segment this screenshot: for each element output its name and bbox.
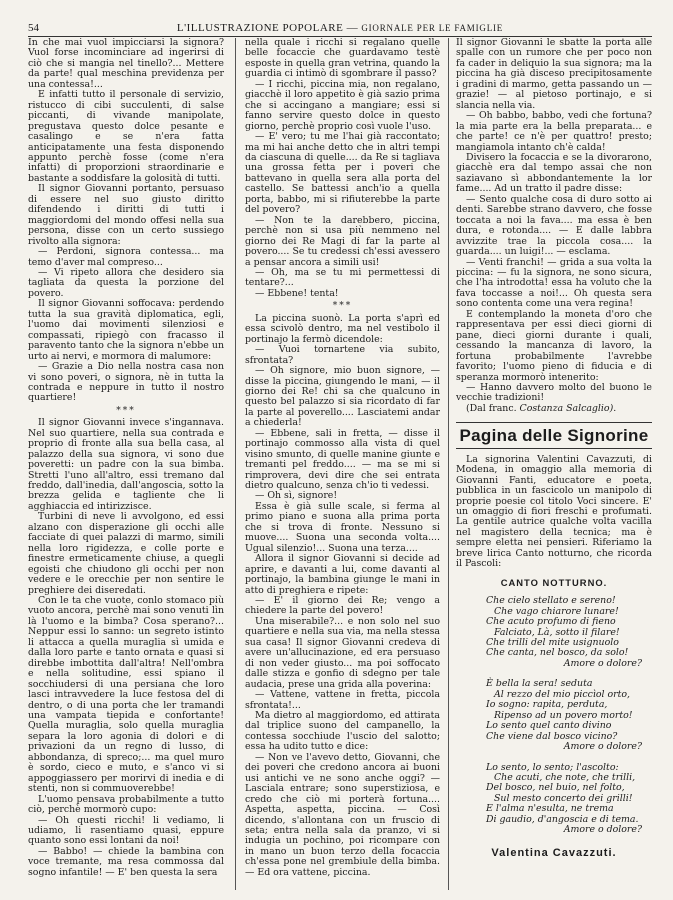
paragraph: — Oh questi ricchi! li vediamo, li udiamo, li rasentiamo quasi, eppure quanto sono essi lontani da noi! xyxy=(28,814,224,847)
poem-title: CANTO NOTTURNO. xyxy=(500,576,608,588)
running-title xyxy=(68,22,612,34)
poem-line: Falciato, Là, sotto il filare! xyxy=(494,626,620,638)
paragraph: In che mai vuol impicciarsi la signora? Vuol forse incominciare ad ingerirsi di ciò che si mangia nel tinello?... Mettere da parte! qual meschina previdenza per una contessa!... xyxy=(28,38,224,90)
poem-line: Lo sento quel canto divino xyxy=(486,720,612,732)
paragraph: Il signor Giovanni invece s'ingannava. Nel suo quartiere, nella sua contrada e proprio di fronte alla sua bella casa, al palazzo della sua signora, vi sono due poveretti: un padre con la sua bimba. Stretti l'uno all'altro, essi tremano dal freddo, dall'inedia, dall'angoscia, sotto la brezza gelida e tagliente che li agghiaccia ed intirizzisce. xyxy=(28,417,224,512)
section-intro: La signorina Valentini Cavazzuti, di Modena, in omaggio alla memoria di Giovanni Fanti, educatore e poeta, pubblica in un fascicolo un manipolo di proprie poesie col titolo Voci sincere. E' un omaggio di fiori freschi e profumati. La gentile autrice qualche volta vacilla nel magistero della tecnica; ma è sempre eletta nei pensieri. Riferiamo la breve lirica Canto notturno, che ricorda il Pascoli: xyxy=(456,453,652,570)
poem-line: Che acuti, che note, che trilli, xyxy=(494,772,636,783)
magazine-title: L'ILLUSTRAZIONE POPOLARE xyxy=(176,22,344,34)
paragraph: — Non te la darebbero, piccina, perchè non si usa più nemmeno nel giorno dei Re Magi di far la parte al povero.... Se tu credessi ch'essi avessero a pensar ancora a simili usi! xyxy=(245,214,440,268)
paragraph: — Perdoni, signora contessa... ma temo d'aver mal compreso... xyxy=(28,246,224,268)
paragraph: E contemplando la moneta d'oro che rappresentava per essi dieci giorni di pane, dieci giorni durante i quali, cessando la mancanza di lavoro, la fortuna probabilmente l'avrebbe favorito; l'uomo pieno di fiducia e di speranza mormorò intenerito: xyxy=(456,308,652,383)
poem-refrain: Amore o dolore? xyxy=(563,741,642,753)
poem-line: Al rezzo del mio piccìol orto, xyxy=(494,688,630,700)
story-signature xyxy=(456,404,652,414)
column-1 xyxy=(28,38,224,890)
paragraph: — Oh signore, mio buon signore, — disse la piccina, giungendo le mani, — il giorno dei Re! chi sa che qualcuno in questo bel palazzo si sia ricordato di far la parte al poverello.... Lasciatemi andar a chiederla! xyxy=(245,365,440,429)
magazine-subtitle: GIORNALE PER LE FAMIGLIE xyxy=(361,23,504,33)
paragraph: Essa è già sulle scale, si ferma al primo piano e suona alla prima porta che si trova di fronte. Nessuno si muove.... Suona una seconda volta.... Ugual silenzio!... Suona una terza.... xyxy=(245,500,440,554)
paragraph: nella quale i ricchi si regalano quelle belle focaccie che guardavamo testè esposte in quella gran vetrina, quando la guardia ci intimò di sgombrare il passo? xyxy=(245,38,440,80)
paragraph: La piccina suonò. La porta s'aprì ed essa scivolò dentro, ma nel vestibolo il portinajo la fermò dicendole: xyxy=(245,312,440,345)
column-2 xyxy=(245,38,440,890)
poem-line: Che trilli del mite usignuolo xyxy=(486,637,619,649)
poem-refrain: Amore o dolore? xyxy=(563,824,642,836)
paragraph: Il signor Giovanni portanto, persuaso di essere nel suo giusto diritto difendendo i diritti di tutti i maggiordomi del mondo offesi nella sua persona, disse con un certo sussiego rivolto alla signora: xyxy=(28,183,224,247)
paragraph: Turbini di neve li avvolgono, ed essi alzano con disperazione gli occhi alle facciate di quei palazzi di marmo, simili nella loro rigidezza, e colle porte e finestre ermeticamente chiuse, a quegli egoisti che chiudono gli occhi per non vedere e le orecchie per non sentire le preghiere dei diseredati. xyxy=(28,511,224,596)
paragraph: — Vuoi tornartene via subito, sfrontata? xyxy=(245,344,440,366)
paragraph: Il signor Giovanni le sbatte la porta alle spalle con un rumore che per poco non fa cader in deliquio la sua signora; ma la piccina ha già disceso precipitosamente i gradini di marmo, getta passando un — grazie! — al pietoso portinajo, e si slancia nella via. xyxy=(456,38,652,111)
column-divider-2 xyxy=(448,38,449,890)
signature-author: Costanza Salcaglio). xyxy=(519,402,617,414)
section-title: Pagina delle Signorine xyxy=(459,426,649,446)
poem-line: Che acuto profumo di fieno xyxy=(486,616,616,628)
poem-line: E l'alma n'esulta, ne trema xyxy=(486,803,614,815)
paragraph: — Non ve l'avevo detto, Giovanni, che dei poveri che credono ancora ai buoni usi antichi ve ne sono anche oggi? — Lasciala entrare; sono superstiziosa, e credo che ciò mi porterà fortuna.... Aspetta, aspetta, piccina. — Così dicendo, s'allontana con un fruscio di seta; entra nella sala da pranzo, vi si indugia un pochino, poi ricompare con in mano un buon terzo della focaccia ch'essa pone nel grembiule della bimba. — Ed ora vattene, piccina. xyxy=(245,751,440,878)
section-rule-bottom xyxy=(456,448,652,449)
paragraph: Con le ta che vuote, conlo stomaco più vuoto ancora, perchè mai sono venuti lìn là l'uomo e la bimba? Cosa sperano?... Neppur essi lo sanno: un segreto istinto li attacca a quella muraglia sì umida e dalla loro parte e tanto ornata e quasi si direbbe imbottita dall'altra! Nell'ombra e nella solitudine, essi spiano il socchiudersi di una persiana che loro lasci intravvedere la luce festosa del di dentro, o di una porta che ler tramandi una vampata tiepida e confortante! Quella muraglia, solo quella muraglia separa la loro agonia di dolori e di privazioni da un regno di lusso, di abbondanza, di spreco;... ma quel muro è sordo, cieco e muto, e s'anco vi si appoggiassero per morirvi di inedia e di stenti, non si commuoverebbe! xyxy=(28,595,224,795)
title-dash: — xyxy=(346,22,359,34)
section-separator: *** xyxy=(116,405,136,416)
poem xyxy=(486,596,652,836)
column-3 xyxy=(456,38,652,890)
signature-prefix: (Dal franc. xyxy=(466,402,517,414)
poem-line: Io sogno: rapita, perduta, xyxy=(486,699,608,711)
poem-line: Ripenso ad un povero morto! xyxy=(494,709,633,721)
paragraph: — Vi ripeto allora che desidero sia tagliata da questa la porzione del povero. xyxy=(28,266,224,299)
paragraph: — Oh babbo, babbo, vedi che fortuna? la mia parte era la bella preparata... e che parte! ce n'è per quattro! presto; mangiamola intanto ch'è calda! xyxy=(456,110,652,153)
paragraph: Allora il signor Giovanni si decide ad aprire, e davanti a lui, come davanti al portinajo, la bambina giunge le mani in atto di preghiera e ripete: xyxy=(245,553,440,596)
page-number: 54 xyxy=(28,22,39,34)
poem-line: Che cielo stellato e sereno! xyxy=(486,595,616,607)
poem-line: Che viene dal bosco vicino? xyxy=(486,730,618,742)
poem-line: Del bosco, nel buio, nel folto, xyxy=(486,782,625,794)
paragraph: Una miserabile?... e non solo nel suo quartiere e nella sua via, ma nella stessa sua casa! Il signor Giovanni credeva di avere un'allucinazione, ed era persuaso di non veder giusto... ma poi soffocato dalle stizza e gonfio di sdegno per tale audacia, prese una grida alla poverina: xyxy=(245,615,440,690)
paragraph: — Ebbene! tenta! xyxy=(255,287,339,299)
paragraph: Ma dietro al maggiordomo, ed attirata dal triplice suono del campanello, la contessa socchiude l'uscio del salotto; essa ha udito tutto e dice: xyxy=(245,710,440,753)
paragraph: — Ebbene, sali in fretta, — disse il portinajo commosso alla vista di quel visino smunto, di quelle manine giunte e tremanti pel freddo.... — ma se mi si rimprovera, devi dire che sei entrata dietro qualcuno, senza ch'io ti vedessi. xyxy=(245,427,440,492)
paragraph: — Hanno davvero molto del buono le vecchie tradizioni! xyxy=(456,381,652,404)
column-divider-1 xyxy=(235,38,236,890)
poem-line: Lo sento, lo sento; l'ascolto: xyxy=(486,761,619,773)
paragraph: — Babbo! — chiede la bambina con voce tremante, ma resa commossa dal sogno infantile! — E' ben questa la sera xyxy=(28,845,224,878)
paragraph: — Oh sì, signore! xyxy=(255,490,338,502)
poem-author: Valentina Cavazzuti. xyxy=(491,846,617,859)
poem-line: È bella la sera! seduta xyxy=(486,678,593,690)
page-header xyxy=(28,18,652,34)
paragraph: — Venti franchi! — grida a sua volta la piccina: — fu la signora, ne sono sicura, che l'ha introdotta! essa ha voluto che la fava toccasse a noi!... Oh questa sera sono contenta come una vera regina! xyxy=(456,256,652,310)
poem-line: Che vago chiarore lunare! xyxy=(494,605,619,617)
paragraph: — Grazie a Dio nella nostra casa non vi sono poveri, o signora, nè in tutta la contrada e neppure in tutto il nostro quartiere! xyxy=(28,361,224,404)
section-separator: *** xyxy=(332,301,353,312)
paragraph: — Vattene, vattene in fretta, piccola sfrontata!... xyxy=(245,689,440,711)
paragraph: Il signor Giovanni soffocava: perdendo tutta la sua gravità diplomatica, egli, l'uomo dai movimenti silenziosi e compassati, ripiegò con fracasso il paravento tanto che la signora n'ebbe un urto ai nervi, e mormora di malumore: xyxy=(28,298,224,362)
paragraph: — E' vero; tu me l'hai già raccontato; ma mi hai anche detto che in altri tempi da ciascuna di quelle.... da Re si tagliava una grossa fetta per i poveri che battevano in quella sera alla porta del castello. Se battessi anch'io a quella porta, babbo, mi si rifiuterebbe la parte del povero? xyxy=(245,131,440,216)
poem-line: Di gaudio, d'angoscia e di tema. xyxy=(486,813,639,825)
poem-line: Sul mesto concerto dei grilli! xyxy=(494,792,633,804)
paragraph: E infatti tutto il personale di servizio, ristucco di cibi succulenti, di salse piccanti, di vivande manipolate, pregustava questo dolce pesante e casalingo e se n'era fatta anticipatamente una festa disponendo appunto perchè fosse (come n'era infatti) di proporzioni straordinarie e bastante a soddisfare la golosità di tutti. xyxy=(28,89,224,184)
header-rule xyxy=(28,36,652,37)
paragraph: Divisero la focaccia e se la divorarono, giacchè era dal tempo assai che non saziavano sì abbondantemente la lor fame.... Ad un tratto il padre disse: xyxy=(456,151,652,195)
paragraph: — Oh, ma se tu mi permettessi di tentare?... xyxy=(245,266,440,289)
poem-refrain: Amore o dolore? xyxy=(563,657,642,669)
paragraph: — I ricchi, piccina mia, non regalano, giacchè il loro appetito è già sazio prima che si accingano a mangiare; essi si fanno servire questo dolce in questo giorno, perchè proprio così vuole l'uso. xyxy=(245,78,440,132)
poem-line: Che canta, nel bosco, da solo! xyxy=(486,647,629,659)
paragraph: — Sento qualche cosa di duro sotto ai denti. Sarebbe strano davvero, che fosse toccata a noi la fava.... ma essa è ben dura, e rotonda.... — E dalle labbra avvizzite trae la piccola cosa.... la guarda.... un luigi!... — esclama. xyxy=(456,193,652,258)
paragraph: L'uomo pensava probabilmente a tutto ciò, perchè mormorò cupo: xyxy=(28,793,224,816)
paragraph: — E' il giorno dei Re; vengo a chiedere la parte del povero! xyxy=(245,595,440,617)
